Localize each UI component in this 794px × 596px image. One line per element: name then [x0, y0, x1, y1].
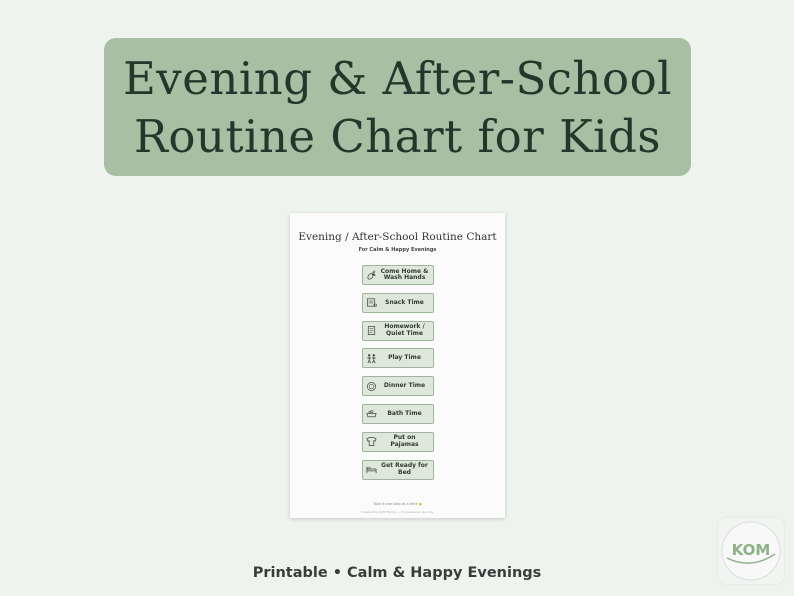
task-label: Play Time — [388, 354, 421, 362]
sheet-footer — [290, 502, 505, 506]
sheet-subtitle: For Calm & Happy Evenings — [358, 247, 437, 253]
notebook-icon — [366, 325, 377, 336]
snack-icon — [366, 297, 377, 308]
task-label: Homework / Quiet Time — [384, 323, 425, 337]
sun-icon: ● — [418, 502, 422, 506]
brand-logo — [718, 518, 784, 584]
task-card — [362, 404, 434, 424]
task-card — [362, 293, 434, 313]
title-banner — [104, 38, 691, 176]
banner-title-line-1: Evening & After-School — [122, 52, 673, 105]
caption: Printable • Calm & Happy Evenings — [252, 565, 542, 581]
play-icon — [366, 353, 377, 364]
task-label: Put on Pajamas — [390, 434, 419, 448]
banner-title-line-2: Routine Chart for Kids — [134, 110, 661, 163]
dinner-plate-icon — [366, 381, 377, 392]
hand-wash-icon — [366, 270, 377, 281]
sheet-footer-text: Take it one step at a time — [373, 502, 418, 506]
bed-icon — [366, 464, 377, 475]
task-card — [362, 321, 434, 341]
task-card — [362, 376, 434, 396]
routine-chart-sheet — [290, 213, 505, 518]
task-label: Snack Time — [385, 298, 424, 306]
logo-circle-icon — [718, 518, 784, 584]
task-card — [362, 432, 434, 452]
task-label: Get Ready for Bed — [381, 462, 428, 476]
sheet-title: Evening / After-School Routine Chart — [298, 231, 497, 243]
logo-text: KOM — [731, 541, 771, 559]
task-label: Dinner Time — [383, 381, 426, 389]
bathtub-icon — [366, 408, 377, 419]
task-list — [362, 265, 434, 487]
sheet-credit: Created by KOM Family — For personal use only — [361, 510, 434, 514]
pajamas-icon — [366, 436, 377, 447]
task-card — [362, 265, 434, 285]
task-label: Come Home & Wash Hands — [380, 267, 429, 281]
task-card — [362, 348, 434, 368]
task-card — [362, 460, 434, 480]
task-label: Bath Time — [387, 409, 422, 417]
